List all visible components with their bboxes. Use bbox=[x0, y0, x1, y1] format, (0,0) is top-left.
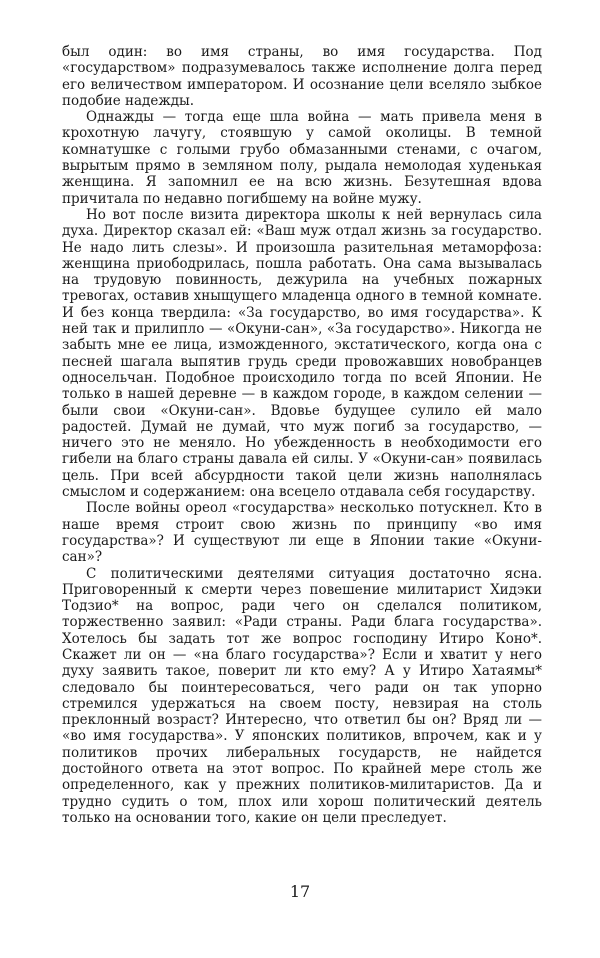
paragraph-1: был один: во имя страны, во имя государства. Под «государством» подразумевалось также исполнение долга перед его величеством императором. И осознание цели вселяло зыбкое подобие надежды. bbox=[62, 44, 542, 109]
paragraph-3: Но вот после визита директора школы к ней вернулась сила духа. Директор сказал ей: «Ваш муж отдал жизнь за государство. Не надо лить слезы». И произошла разительная метаморфоза: женщина приободрилась, пошла работать. Она сама вызывалась на трудовую повинность, дежурила на учебных пожарных тревогах, оставив хныщущего младенца одного в темной комнате. И без конца твердила: «За государство, во имя государства». К ней так и прилипло — «Окуни-сан», «За государство». Никогда не забыть мне ее лица, изможденного, экстатического, когда она с песней шагала выпятив грудь среди провожавших новобранцев односельчан. Подобное происходило тогда по всей Японии. Не только в нашей деревне — в каждом городе, в каждом селении — были свои «Окуни-сан». Вдовье будущее сулило ей мало радостей. Думай не думай, что муж погиб за государство, — ничего это не меняло. Но убежденность в необходимости его гибели на благо страны давала ей силы. У «Окуни-сан» появилась цель. При всей абсурдности такой цели жизнь наполнялась смыслом и содержанием: она всецело отдавала себя государству. bbox=[62, 206, 542, 501]
paragraph-2: Однажды — тогда еще шла война — мать привела меня в крохотную лачугу, стоявшую у самой околицы. В темной комнатушке с голыми грубо обмазанными стенами, с очагом, вырытым прямо в земляном полу, рыдала немолодая худенькая женщина. Я запомнил ее на всю жизнь. Безутешная вдова причитала по недавно погибшему на войне мужу. bbox=[62, 109, 542, 207]
page-number: 17 bbox=[289, 882, 311, 901]
page-body bbox=[62, 44, 542, 826]
paragraph-5: С политическими деятелями ситуация достаточно ясна. Приговоренный к смерти через повешение милитарист Хидэки Тодзио* на вопрос, ради чего он сделался политиком, торжественно заявил: «Ради страны. Ради блага государства». Хотелось бы задать тот же вопрос господину Итиро Коно*. Скажет ли он — «на благо государства»? Если и хватит у него духу заявить такое, поверит ли кто ему? А у Итиро Хатаямы* следовало бы поинтересоваться, чего ради он так упорно стремился удержаться на своем посту, невзирая на столь преклонный возраст? Интересно, что ответил бы он? Вряд ли — «во имя государства». У японских политиков, впрочем, как и у политиков прочих либеральных государств, не найдется достойного ответа на этот вопрос. По крайней мере столь же определенного, как у прежних политиков-милитаристов. Да и трудно судить о том, плох или хорош политический деятель только на основании того, какие он цели преследует. bbox=[62, 565, 542, 826]
paragraph-4: После войны ореол «государства» несколько потускнел. Кто в наше время строит свою жизнь по принципу «во имя государства»? И существуют ли еще в Японии такие «Окуни-сан»? bbox=[62, 500, 542, 566]
